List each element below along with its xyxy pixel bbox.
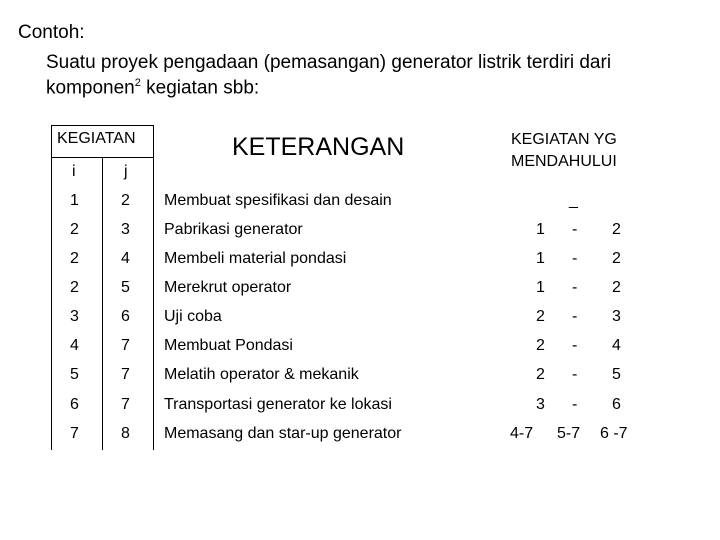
header-mendahului-2: MENDAHULUI (511, 153, 617, 170)
row-9-pred-b: 6 -7 (600, 425, 628, 442)
row-3-pred-dash: - (572, 250, 578, 267)
header-keterangan: KETERANGAN (232, 133, 405, 161)
row-7-keterangan: Melatih operator & mekanik (164, 366, 359, 383)
header-top-rule (51, 125, 154, 126)
row-3-j: 4 (121, 250, 130, 267)
row-3-keterangan: Membeli material pondasi (164, 250, 347, 267)
row-5-pred-a: 2 (536, 308, 545, 325)
row-9-j: 8 (121, 425, 130, 442)
row-5-pred-b: 3 (612, 308, 621, 325)
row-8-pred-dash: - (572, 396, 578, 413)
row-9-pred-dash: 5-7 (557, 425, 581, 442)
row-8-j: 7 (121, 396, 130, 413)
row-5-keterangan: Uji coba (164, 308, 222, 325)
row-7-pred-b: 5 (612, 366, 621, 383)
row-8-pred-b: 6 (612, 396, 621, 413)
intro-line-2 (46, 77, 259, 99)
row-6-i: 4 (70, 337, 79, 354)
header-j: j (124, 163, 128, 180)
row-8-i: 6 (70, 396, 79, 413)
intro-label: Contoh: (18, 22, 85, 43)
row-2-j: 3 (121, 221, 130, 238)
row-2-i: 2 (70, 221, 79, 238)
row-6-pred-a: 2 (536, 337, 545, 354)
row-8-keterangan: Transportasi generator ke lokasi (164, 396, 392, 413)
intro-line-2-pre: komponen (46, 77, 135, 99)
row-2-pred-b: 2 (612, 221, 621, 238)
row-4-keterangan: Merekrut operator (164, 279, 292, 296)
row-9-keterangan: Memasang dan star-up generator (164, 425, 402, 442)
row-4-j: 5 (121, 279, 130, 296)
row-7-pred-dash: - (572, 366, 578, 383)
row-5-j: 6 (121, 308, 130, 325)
row-6-pred-dash: - (572, 337, 578, 354)
row-7-pred-a: 2 (536, 366, 545, 383)
header-ij-divider (102, 157, 103, 188)
row-1-j: 2 (121, 192, 130, 209)
col-left-rule (51, 188, 52, 450)
header-i: i (72, 163, 76, 180)
row-6-j: 7 (121, 337, 130, 354)
row-8-pred-a: 3 (536, 396, 545, 413)
row-2-pred-dash: - (572, 221, 578, 238)
intro-line-1: Suatu proyek pengadaan (pemasangan) generator listrik terdiri dari (46, 52, 612, 73)
row-9-i: 7 (70, 425, 79, 442)
intro-line-2-post: kegiatan sbb: (140, 77, 260, 99)
col-ket-rule (153, 188, 154, 450)
row-1-keterangan: Membuat spesifikasi dan desain (164, 192, 392, 209)
row-1-i: 1 (70, 192, 79, 209)
row-9-pred-a: 4-7 (510, 425, 534, 442)
header-kegiatan: KEGIATAN (57, 130, 136, 147)
row-3-pred-a: 1 (536, 250, 545, 267)
row-3-pred-b: 2 (612, 250, 621, 267)
col-ij-rule (102, 188, 103, 450)
header-mendahului-1: KEGIATAN YG (511, 131, 617, 148)
row-4-pred-a: 1 (536, 279, 545, 296)
row-1-dash: _ (569, 192, 578, 209)
row-2-keterangan: Pabrikasi generator (164, 221, 303, 238)
row-6-pred-b: 4 (612, 337, 621, 354)
row-2-pred-a: 1 (536, 221, 545, 238)
row-3-i: 2 (70, 250, 79, 267)
row-4-i: 2 (70, 279, 79, 296)
row-5-pred-dash: - (572, 308, 578, 325)
row-4-pred-b: 2 (612, 279, 621, 296)
row-7-i: 5 (70, 366, 79, 383)
intro-line-2-sup: 2 (134, 77, 141, 89)
row-6-keterangan: Membuat Pondasi (164, 337, 293, 354)
row-5-i: 3 (70, 308, 79, 325)
row-7-j: 7 (121, 366, 130, 383)
row-4-pred-dash: - (572, 279, 578, 296)
